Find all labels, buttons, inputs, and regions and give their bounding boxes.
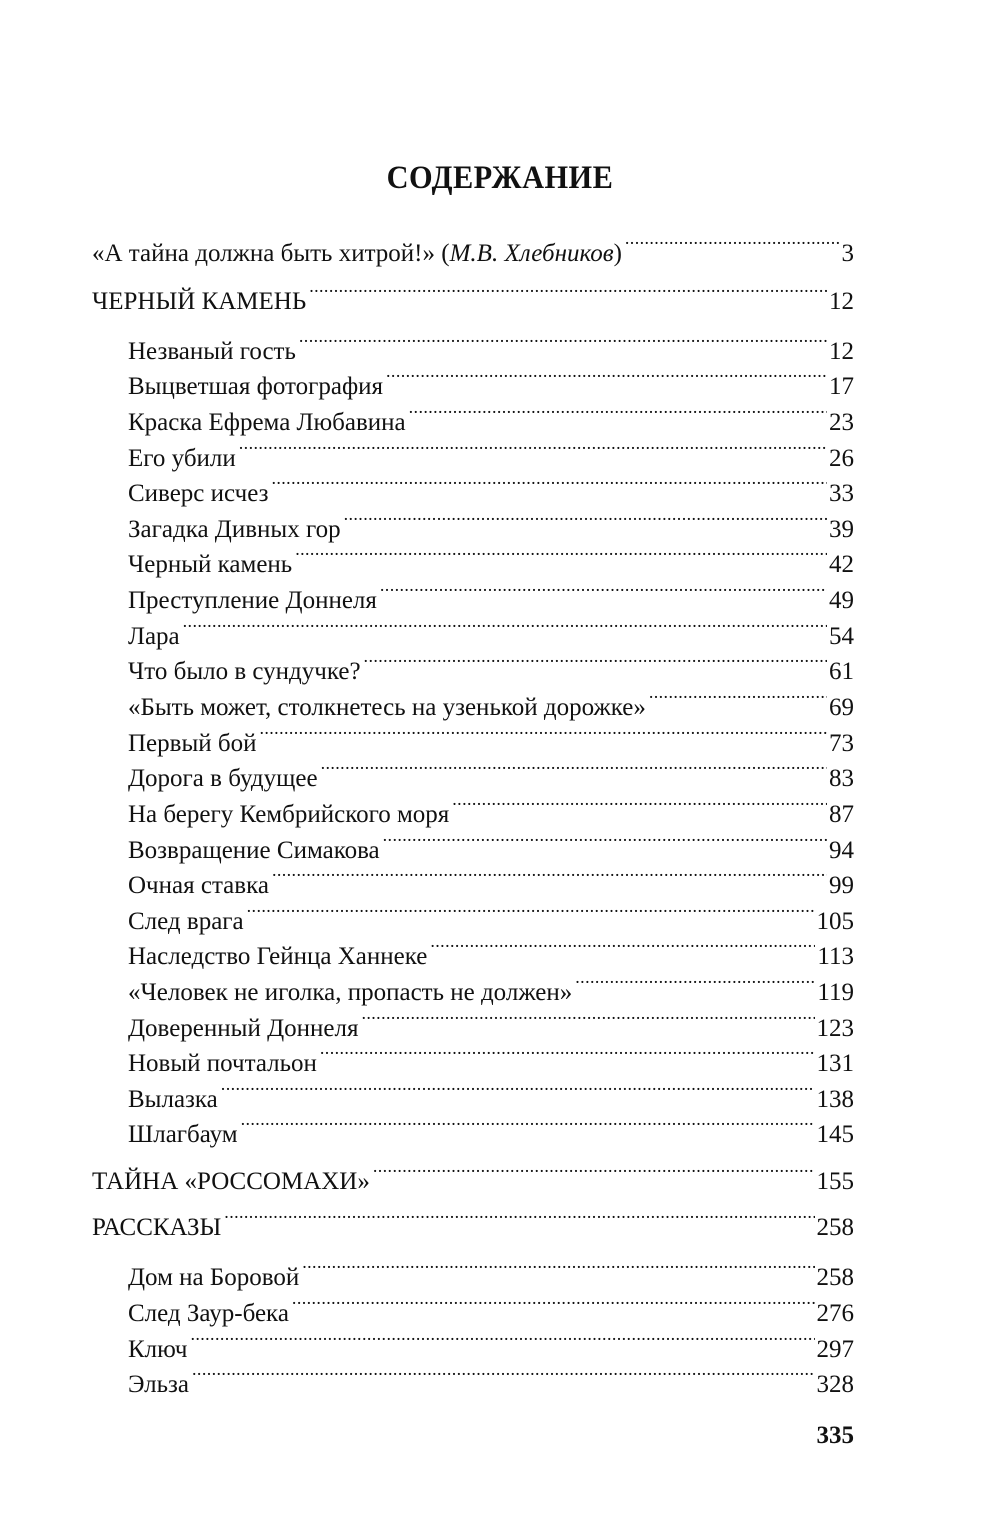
toc-entry-title: Черный камень [128, 551, 293, 578]
toc-chapter-entry [128, 1360, 854, 1401]
toc-entry-title: Что было в сундучке? [128, 658, 361, 685]
toc-dot-leader [430, 932, 815, 964]
toc-chapter-entry [128, 647, 854, 688]
toc-entry-title: «Быть может, столкнетесь на узенькой дорожке» [128, 694, 646, 721]
toc-section-entry [92, 1203, 854, 1244]
toc-entry-title: Незваный гость [128, 338, 296, 365]
toc-dot-leader [344, 505, 827, 537]
toc-dot-leader [321, 754, 827, 786]
toc-dot-leader [299, 327, 827, 359]
toc-entry-page: 69 [829, 694, 854, 721]
toc-dot-leader [292, 1289, 815, 1321]
toc-chapter-entry [128, 861, 854, 902]
toc-dot-leader [380, 576, 827, 608]
toc-dot-leader [247, 897, 815, 929]
toc-chapter-entry [128, 932, 854, 973]
toc-entry-page: 3 [841, 240, 854, 267]
toc-entry-page: 276 [816, 1300, 854, 1327]
toc-entry-title: ТАЙНА «РОССОМАХИ» [92, 1168, 370, 1195]
toc-entry-page: 17 [829, 373, 854, 400]
toc-entry-title: РАССКАЗЫ [92, 1214, 222, 1241]
toc-entry-author: М.В. Хлебников [449, 240, 614, 267]
toc-entry-title [92, 238, 622, 270]
toc-entry-title: След Заур-бека [128, 1300, 289, 1327]
toc-entry-page: 26 [829, 445, 854, 472]
toc-chapter-entry [128, 540, 854, 581]
toc-entry-page: 123 [816, 1015, 854, 1042]
toc-chapter-entry [128, 362, 854, 403]
toc-entry-title: Новый почтальон [128, 1050, 317, 1077]
toc-entry-page: 113 [817, 943, 854, 970]
toc-dot-leader [190, 1325, 814, 1357]
toc-entry-title: Дорога в будущее [128, 765, 318, 792]
toc-dot-leader [373, 1157, 815, 1189]
toc-dot-leader [221, 1075, 815, 1107]
toc-dot-leader [272, 861, 827, 893]
toc-dot-leader [364, 647, 827, 679]
toc-entry-page: 258 [816, 1264, 854, 1291]
toc-dot-leader [302, 1253, 814, 1285]
toc-entry-page: 83 [829, 765, 854, 792]
toc-dot-leader [241, 1110, 815, 1142]
toc-entry-title: Ключ [128, 1336, 188, 1363]
toc-chapter-entry [128, 968, 854, 1009]
toc-entry-page: 131 [816, 1050, 854, 1077]
toc-entry-title: Дом на Боровой [128, 1264, 300, 1291]
toc-entry-page: 145 [816, 1121, 854, 1148]
toc-dot-leader [320, 1039, 815, 1071]
toc-entry-page: 61 [829, 658, 854, 685]
toc-chapter-entry [128, 1039, 854, 1080]
toc-entry-page: 87 [829, 801, 854, 828]
toc-entry-page: 297 [816, 1336, 854, 1363]
toc-entry-page: 94 [829, 837, 854, 864]
toc-dot-leader [386, 362, 827, 394]
toc-entry-title: Преступление Доннеля [128, 587, 377, 614]
page-number: 335 [816, 1422, 854, 1449]
toc-dot-leader [452, 790, 827, 822]
toc-entry-title: Очная ставка [128, 872, 269, 899]
toc-dot-leader [271, 469, 827, 501]
toc-entry-page: 119 [817, 979, 854, 1006]
toc-entry-page: 12 [829, 288, 854, 315]
toc-entry-title: След врага [128, 908, 244, 935]
toc-entry-page: 99 [829, 872, 854, 899]
toc-entry-title-suffix: ) [613, 240, 622, 267]
toc-entry-title: Выцветшая фотография [128, 373, 384, 400]
toc-entry-page: 54 [829, 623, 854, 650]
toc-dot-leader [192, 1360, 814, 1392]
toc-chapter-entry [128, 469, 854, 510]
toc-dot-leader [625, 229, 840, 261]
toc-dot-leader [295, 540, 827, 572]
toc-section-entry [92, 1157, 854, 1198]
toc-entry-page: 12 [829, 338, 854, 365]
toc-entry-page: 328 [816, 1371, 854, 1398]
toc-entry-title: Возвращение Симакова [128, 837, 380, 864]
toc-entry-page: 23 [829, 409, 854, 436]
toc-entry-title: Первый бой [128, 730, 257, 757]
toc-entry-page: 105 [816, 908, 854, 935]
toc-chapter-entry [128, 790, 854, 831]
toc-entry-title: Вылазка [128, 1086, 218, 1113]
toc-entry-title: Его убили [128, 445, 236, 472]
toc-dot-leader [575, 968, 815, 1000]
toc-dot-leader [383, 826, 827, 858]
toc-entry-page: 73 [829, 730, 854, 757]
toc-entry-page: 42 [829, 551, 854, 578]
toc-entry-title: Краска Ефрема Любавина [128, 409, 406, 436]
toc-entry-title: Сиверс исчез [128, 480, 269, 507]
toc-entry-page: 39 [829, 516, 854, 543]
toc-entry-title: Шлагбаум [128, 1121, 238, 1148]
toc-entry-title-text: «А тайна должна быть хитрой!» ( [92, 240, 450, 267]
toc-entry-page: 49 [829, 587, 854, 614]
toc-chapter-entry [128, 1110, 854, 1151]
toc-dot-leader [183, 612, 827, 644]
toc-dot-leader [239, 434, 827, 466]
toc-entry-title: Доверенный Доннеля [128, 1015, 359, 1042]
toc-chapter-entry [128, 754, 854, 795]
toc-entry-title: Эльза [128, 1371, 190, 1398]
toc-dot-leader [649, 683, 827, 715]
toc-entry-title: Лара [128, 623, 180, 650]
toc-dot-leader [309, 277, 827, 309]
toc-dot-leader [409, 398, 827, 430]
toc-entry-title: Наследство Гейнца Ханнеке [128, 943, 428, 970]
toc-entry-title: Загадка Дивных гор [128, 516, 341, 543]
toc-entry-page: 258 [816, 1214, 854, 1241]
page-title: СОДЕРЖАНИЕ [386, 160, 614, 196]
toc-chapter-entry [128, 398, 854, 439]
toc-entry-page: 33 [829, 480, 854, 507]
toc-entry-title: ЧЕРНЫЙ КАМЕНЬ [92, 288, 307, 315]
toc-section-entry [92, 277, 854, 318]
toc-entry-title: На берегу Кембрийского моря [128, 801, 450, 828]
toc-entry-title: «Человек не иголка, пропасть не должен» [128, 979, 573, 1006]
toc-chapter-entry [128, 683, 854, 724]
toc-chapter-entry [128, 1253, 854, 1294]
toc-entry-page: 138 [816, 1086, 854, 1113]
toc-chapter-entry [128, 1289, 854, 1330]
toc-dot-leader [259, 719, 827, 751]
toc-section-entry [92, 229, 854, 270]
toc-entry-page: 155 [816, 1168, 854, 1195]
toc-chapter-entry [128, 576, 854, 617]
toc-dot-leader [361, 1004, 814, 1036]
toc-dot-leader [224, 1203, 814, 1235]
